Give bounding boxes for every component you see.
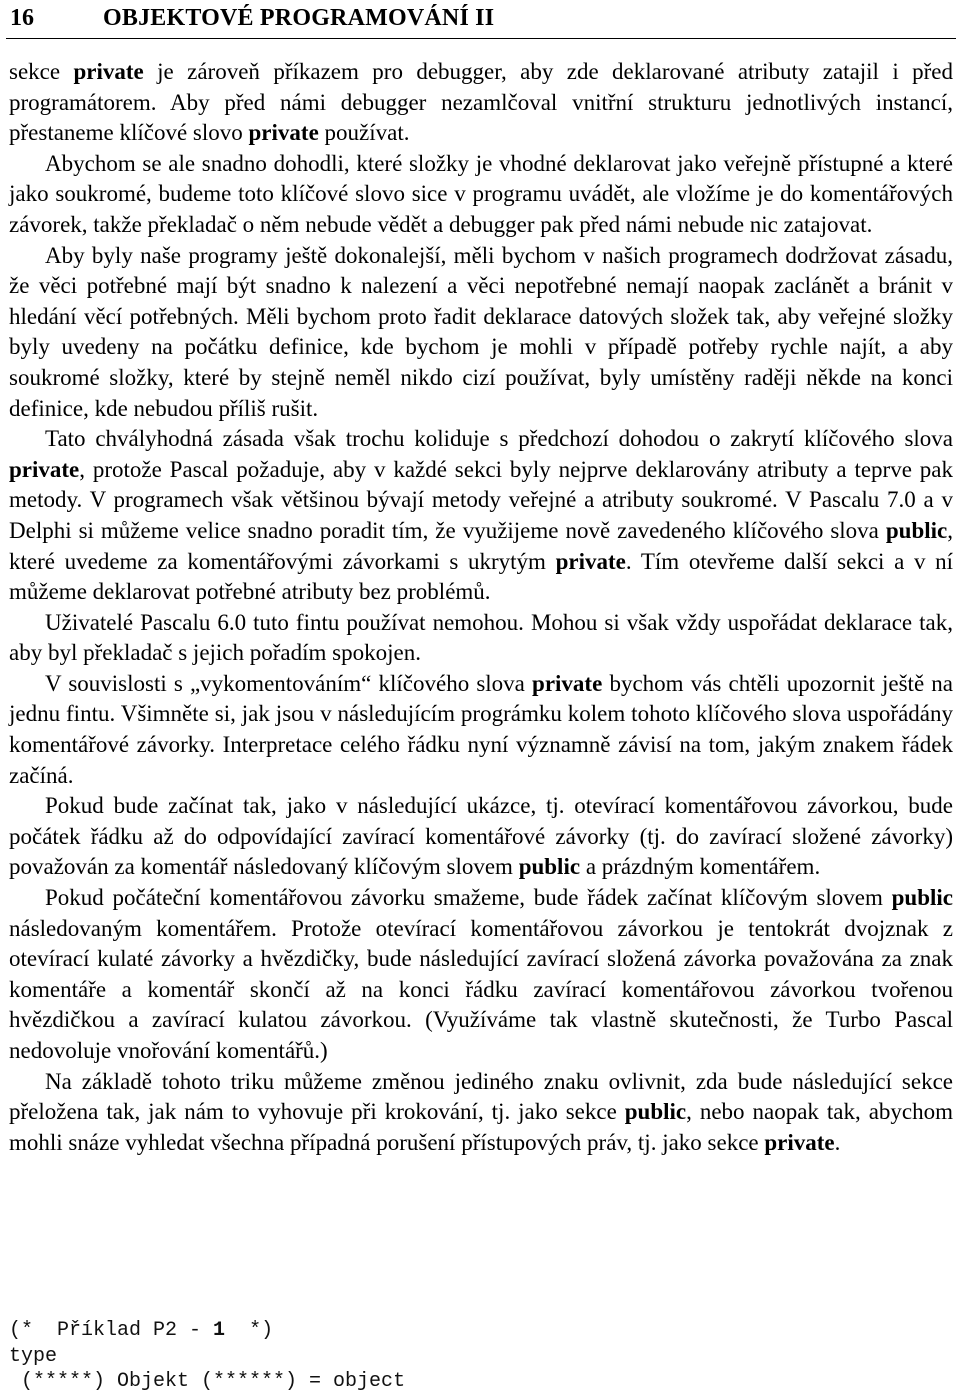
code-line — [9, 1369, 953, 1395]
keyword-text: private — [532, 670, 603, 696]
paragraph — [9, 791, 953, 883]
text-run: . Tím otevřeme další sekci a v ní můžeme deklarovat potřebné atributy bez problémů. — [9, 548, 953, 605]
chapter-title: OBJEKTOVÉ PROGRAMOVÁNÍ II — [103, 5, 495, 31]
code-token: type — [9, 1344, 58, 1368]
keyword-text: public — [624, 1099, 687, 1125]
code-token: 1 — [213, 1319, 226, 1342]
paragraph — [9, 1067, 953, 1159]
text-run: Pokud počáteční komentářovou závorku smažeme, bude řádek začínat klíčovým slovem — [45, 885, 892, 911]
page-number: 16 — [10, 5, 34, 31]
text-run: Aby byly naše programy ještě dokonalejší, měli bychom v našich programech dodržovat zásadu, že věci potřebné mají být snadno k nalezení a věci nepotřebné nemají naopak zaclánět a bránit v hledání věcí potřebných. Měli bychom proto řadit deklarace datových složek tak, aby veřejné složky byly uvedeny na počátku definice, kde bychom je mohli v případě potřeby rychle najít, a aby soukromé složky, které by stejně neměl nikdo cizí používat, byly umístěny raději někde na konci definice, kde nebudou příliš rušit. — [9, 242, 953, 421]
text-run: používat. — [318, 120, 410, 146]
code-token: (* Příklad P2 - — [9, 1319, 214, 1342]
code-listing — [9, 1318, 953, 1395]
paragraph — [9, 883, 953, 1067]
text-run: je zároveň příkazem pro debugger, aby zde deklarované atributy zatajil i před programátorem. Aby před námi debugger nezamlčoval vnitřní strukturu jednotlivých instancí, přestaneme klíčové slovo — [9, 59, 953, 146]
text-run: V souvislosti s „vykomentováním“ klíčového slova — [45, 670, 533, 696]
keyword-text: private — [73, 59, 144, 84]
text-run: sekce — [9, 59, 74, 84]
running-header — [10, 3, 955, 37]
header-rule — [6, 38, 956, 39]
paragraph — [9, 608, 953, 669]
keyword-text: public — [891, 885, 953, 911]
text-run: Abychom se ale snadno dohodli, které složky je vhodné deklarovat jako veřejně přístupné a které jako soukromé, budeme toto klíčové slovo sice v programu uvádět, ale vložíme je do komentářových závorek, takže překladač o něm nebude vědět a debugger pak před námi nebude nic zatajovat. — [9, 150, 953, 237]
text-run: Tato chvályhodná zásada však trochu koliduje s předchozí dohodou o zakrytí klíčového slova — [45, 426, 953, 452]
keyword-text: private — [248, 120, 319, 146]
text-run: Pokud bude začínat tak, jako v následující ukázce, tj. otevírací komentářovou závorkou, bude počátek řádku až do odpovídající zavírací komentářové závorky (tj. do zavírací složené závorky) považován za komentář následovaný klíčovým slovem — [9, 793, 953, 880]
text-run: , které uvedeme za komentářovými závorkami s ukrytým — [9, 517, 953, 574]
paragraph — [9, 241, 953, 425]
text-run: bychom vás chtěli upozornit ještě na jednu fintu. Všimněte si, jak jsou v následujícím prográmku kolem tohoto klíčového slova uspořádány komentářové závorky. Interpretace celého řádku nyní významně závisí na tom, jakým znakem řádek začíná. — [9, 670, 953, 788]
text-run: Uživatelé Pascalu 6.0 tuto fintu používat nemohou. Mohou si však vždy uspořádat deklarace tak, aby byl překladač s jejich pořadím spokojen. — [9, 609, 953, 666]
keyword-text: public — [885, 517, 948, 543]
text-run: následovaným komentářem. Protože otevírací komentářovou závorkou je tentokrát dvojznak z otevírací kulaté závorky a hvězdičky, bude následující zavírací složená závorka považována za znak komentáře a komentář skončí až na konci řádku zavírací komentářovou závorkou tvořenou hvězdičkou a zavírací kulatou závorkou. (Využíváme tak vlastně skutečnosti, že Turbo Pascal nedovoluje vnořování komentářů.) — [9, 915, 953, 1063]
paragraph — [9, 669, 953, 791]
body-text — [9, 57, 953, 1158]
keyword-text: public — [518, 854, 581, 880]
keyword-text: private — [9, 456, 80, 482]
keyword-text: private — [764, 1129, 835, 1155]
paragraph — [9, 149, 953, 241]
keyword-text: private — [555, 548, 626, 574]
text-run: Na základě tohoto triku můžeme změnou jediného znaku ovlivnit, zda bude následující sekce přeložena tak, jak nám to vyhovuje při krokování, tj. jako sekce — [9, 1068, 953, 1125]
paragraph — [9, 57, 953, 149]
code-token: *) — [225, 1319, 274, 1342]
text-run: , nebo naopak tak, abychom mohli snáze vyhledat všechna případná porušení přístupových práv, tj. jako sekce — [9, 1099, 953, 1155]
code-line — [9, 1318, 953, 1344]
text-run: a prázdným komentářem. — [580, 854, 821, 880]
text-run: . — [834, 1129, 841, 1155]
code-line — [9, 1344, 953, 1370]
paragraph — [9, 424, 953, 608]
text-run: , protože Pascal požaduje, aby v každé sekci byly nejprve deklarovány atributy a teprve pak metody. V programech však většinou bývají metody veřejné a atributy soukromé. V Pascalu 7.0 a v Delphi si můžeme velice snadno poradit tím, že využijeme nově zavedeného klíčového slova — [9, 456, 953, 543]
code-token: (*****) Objekt (******) = object — [9, 1370, 406, 1393]
